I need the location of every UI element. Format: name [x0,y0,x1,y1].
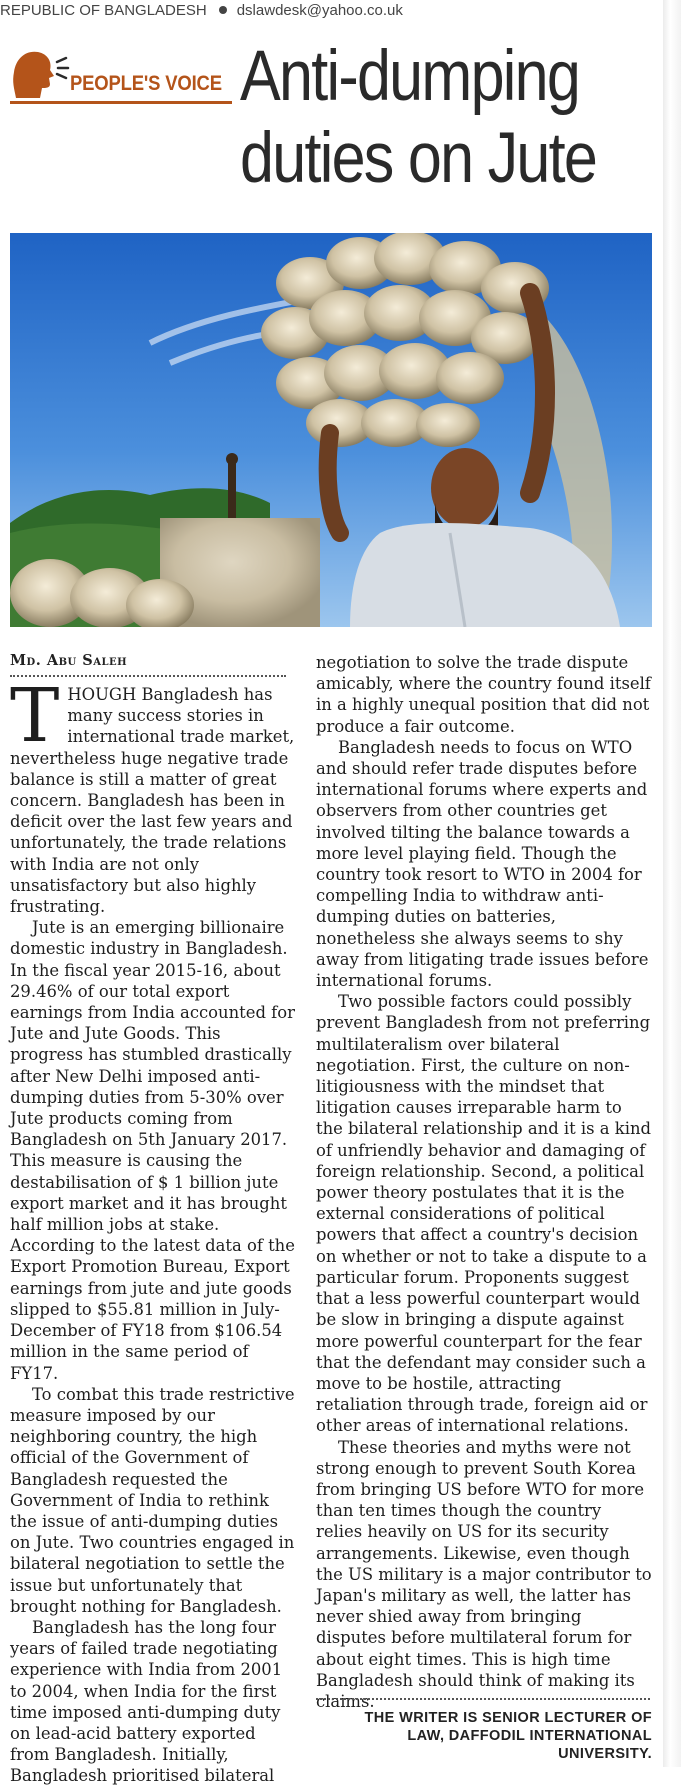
page-edge [663,0,681,1767]
speaking-head-icon [10,48,70,100]
contact-email[interactable]: dslawdesk@yahoo.co.uk [236,2,403,19]
headline [240,36,660,200]
paragraph: To combat this trade restrictive measure imposed by our neighboring country, the high official of the Government of Bangladesh requested the Government of India to rethink the issue of anti-dumping duties on Jute. Two countries engaged in bilateral negotiation to settle the issue but unfortunately that brought nothing for Bangladesh. [10,1384,295,1616]
paragraph-text: HOUGH Bangladesh has many success stories in international trade market, nevertheless huge negative trade balance is still a matter of great concern. Bangladesh has been in deficit over the last few years and unfortunately, the trade relations with India are not only unsatisfactory but also highly frustrating. [10,685,295,917]
bullet-dot [219,6,227,14]
author-bio-line: UNIVERSITY. [558,1746,652,1762]
author-bio-line: THE WRITER IS SENIOR LECTURER OF [364,1710,652,1726]
kicker-rule [10,101,232,104]
kicker-label: PEOPLE'S VOICE [70,72,222,95]
section-name: REPUBLIC OF BANGLADESH [0,2,207,19]
paragraph [10,673,298,917]
paragraph: negotiation to solve the trade dispute amicably, where the country found itself in a highly unequal position that did not produce a fair outcome. [316,653,651,736]
paragraph: Bangladesh needs to focus on WTO and should refer trade disputes before international forums where experts and observers from other countries get involved tilting the balance towards a more level playing field. Though the country took resort to WTO in 2004 for compelling India to withdraw anti-dumping duties on batteries, nonetheless she always seems to shy away from litigating trade issues before international forums. [316,737,649,991]
paragraph: Jute is an emerging billionaire domestic industry in Bangladesh. In the fiscal year 2015-16, about 29.46% of our total export earnings from India accounted for Jute and Jute Goods. This progress has stumbled drastically after New Delhi imposed anti-dumping duties from 5-30% over Jute products coming from Bangladesh on 5th January 2017. This measure is causing the destabilisation of $ 1 billion jute export market and it has brought half million jobs at stake. According to the latest data of the Export Promotion Bureau, Export earnings from jute and jute goods slipped to $55.81 million in July-December of FY18 from $106.54 million in the same period of FY17. [10,918,295,1383]
article-column-left [10,673,298,1787]
paragraph: Two possible factors could possibly prevent Bangladesh from not preferring multilateralism over bilateral negotiation. First, the culture on non-litigiousness with the mindset that litigation causes irreparable harm to the bilateral relationship and it is a kind of unfriendly behavior and damaging of foreign relationship. Second, a political power theory postulates that it is the external considerations of political powers that affect a country's decision on whether or not to take a dispute to a particular forum. Proponents suggest that a less powerful counterpart would be slow in bringing a dispute against more powerful counterpart for the fear that the defendant may consider such a move to be hostile, attracting retaliation through trade, foreign aid or other areas of international relations. [316,992,651,1436]
paragraph: Bangladesh has the long four years of failed trade negotiating experience with India from 2001 to 2004, when India for the first time imposed anti-dumping duty on lead-acid battery exported from Bangladesh. Initially, Bangladesh prioritised bilateral [10,1617,283,1786]
section-header [0,0,403,22]
article-column-right [316,652,652,1712]
headline-line-1: Anti-dumping [240,37,580,116]
end-rule [316,1698,650,1700]
author-bio [316,1709,652,1763]
headline-line-2: duties on Jute [240,119,597,198]
column-kicker [10,44,232,104]
paragraph: These theories and myths were not strong enough to prevent South Korea from bringing US before WTO for more than ten times though the country relies heavily on US for its security arrangements. Likewise, even though the US military is a major contributor to Japan's military as well, the latter has never shied away from bringing disputes before multilateral forum for about eight times. This is high time Bangladesh should think of making its claims. [316,1437,652,1711]
byline: Md. Abu Saleh [10,652,128,669]
author-bio-line: LAW, DAFFODIL INTERNATIONAL [407,1728,652,1744]
jute-worker-photo [10,233,652,627]
drop-cap: T [10,673,60,759]
